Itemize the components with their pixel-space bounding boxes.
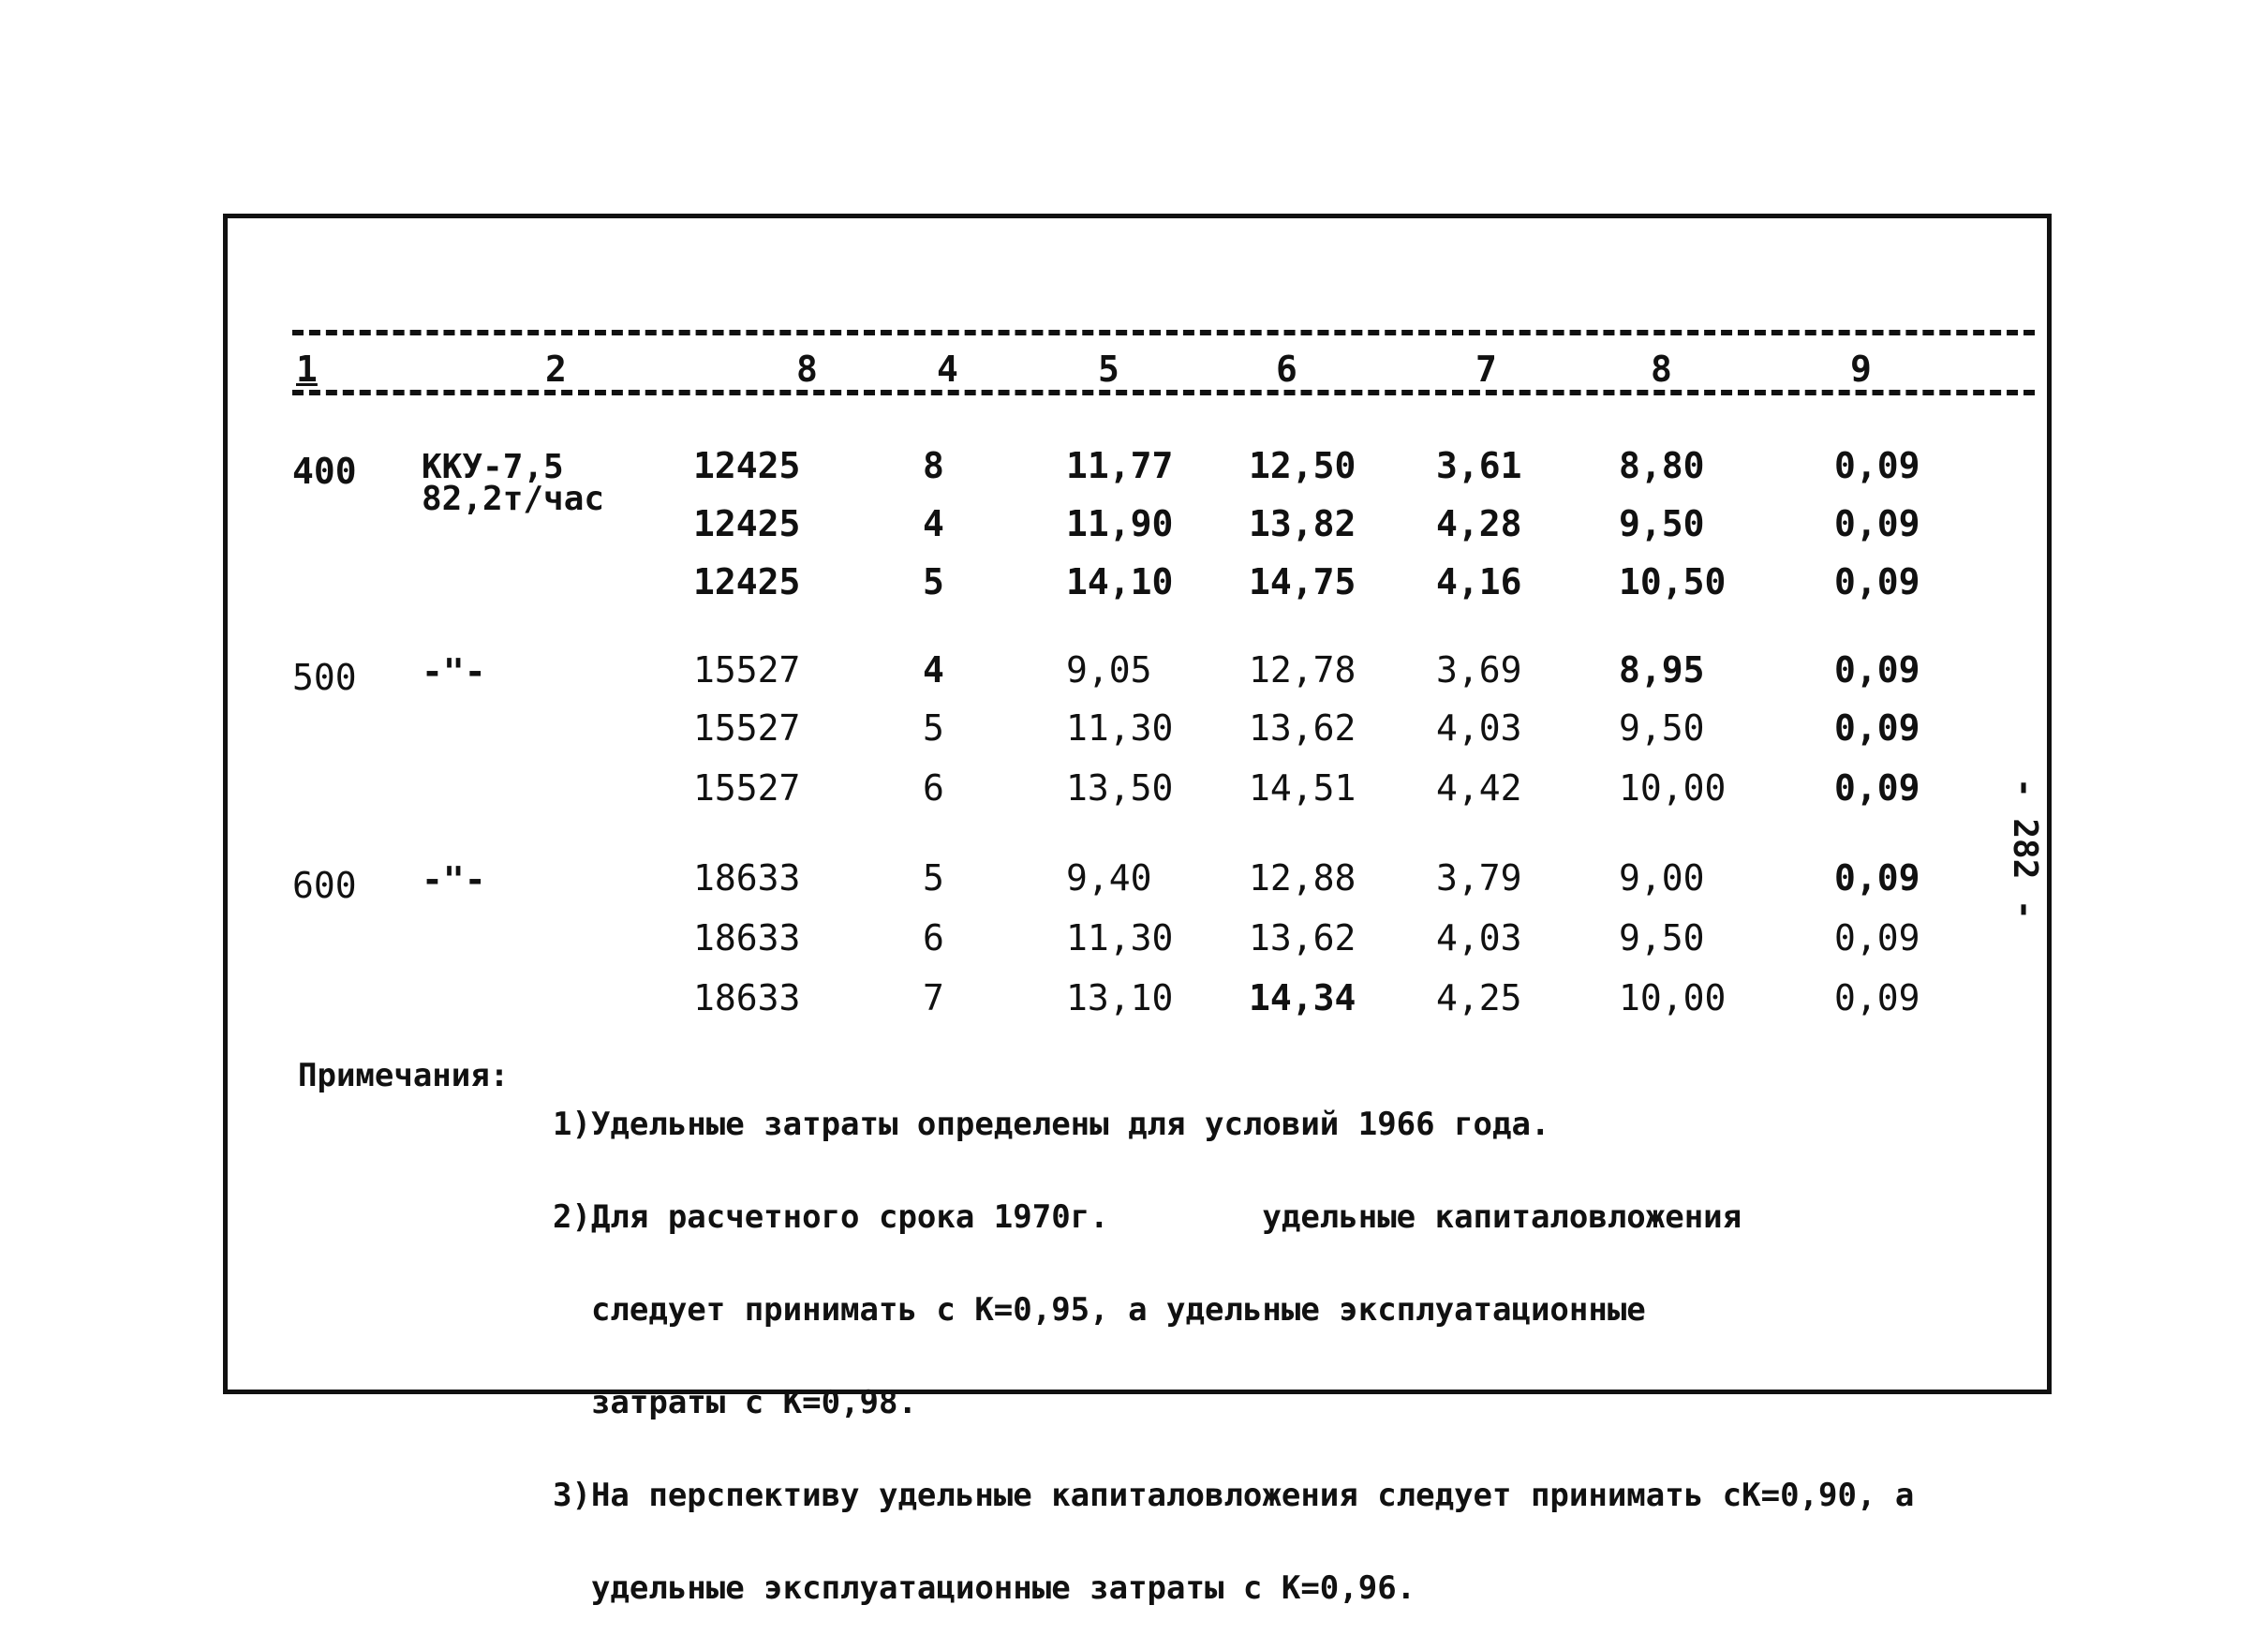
table-cell: 3,69 (1436, 649, 1522, 691)
table-cell: 9,50 (1619, 917, 1705, 959)
table-cell: 5 (923, 707, 944, 749)
table-cell: 18633 (693, 977, 801, 1018)
table-cell: 4 (923, 503, 944, 544)
table-cell: 7 (923, 977, 944, 1018)
group-3-col2: -"- (422, 859, 486, 900)
table-cell: 9,50 (1619, 503, 1705, 544)
header-col-1: 1 (296, 349, 318, 390)
table-cell: 9,40 (1066, 857, 1152, 899)
table-cell: 4,16 (1436, 561, 1522, 602)
table-cell: 13,10 (1066, 977, 1174, 1018)
header-top-rule (292, 330, 2035, 335)
table-cell: 14,75 (1249, 561, 1356, 602)
table-cell: 12,78 (1249, 649, 1356, 691)
table-cell: 4,03 (1436, 707, 1522, 749)
table-cell: 15527 (693, 649, 801, 691)
table-cell: 9,05 (1066, 649, 1152, 691)
header-col-5: 5 (1098, 349, 1119, 390)
table-cell: 0,09 (1834, 503, 1920, 544)
table-cell: 15527 (693, 767, 801, 809)
table-cell: 5 (923, 857, 944, 899)
equipment-line-2: 82,2т/час (422, 480, 605, 518)
table-cell: 13,82 (1249, 503, 1356, 544)
table-cell: 18633 (693, 857, 801, 899)
table-cell: 11,90 (1066, 503, 1174, 544)
table-cell: 4 (923, 649, 944, 691)
table-cell: 13,62 (1249, 917, 1356, 959)
table-cell: 6 (923, 917, 944, 959)
table-cell: 0,09 (1834, 445, 1920, 486)
table-cell: 11,30 (1066, 917, 1174, 959)
header-col-8: 8 (1651, 349, 1672, 390)
table-cell: 4,28 (1436, 503, 1522, 544)
table-cell: 12425 (693, 503, 801, 544)
group-2-col1: 500 (292, 657, 357, 698)
header-col-2: 2 (545, 349, 567, 390)
table-cell: 14,10 (1066, 561, 1174, 602)
note-line: затраты с К=0,98. (553, 1384, 917, 1421)
table-cell: 13,62 (1249, 707, 1356, 749)
table-cell: 0,09 (1834, 649, 1920, 691)
table-cell: 10,00 (1619, 977, 1727, 1018)
notes-block (553, 1048, 1914, 1635)
group-3-col1: 600 (292, 865, 357, 906)
note-line: следует принимать с К=0,95, а удельные эксплуатационные (553, 1291, 1646, 1329)
header-col-3: 8 (796, 349, 818, 390)
table-cell: 18633 (693, 917, 801, 959)
table-cell: 13,50 (1066, 767, 1174, 809)
equipment-line-1: ККУ-7,5 (422, 448, 564, 486)
table-cell: 12425 (693, 561, 801, 602)
table-cell: 8 (923, 445, 944, 486)
equipment-label (422, 448, 605, 518)
header-col-7: 7 (1475, 349, 1497, 390)
note-line: 3)На перспективу удельные капиталовложения следует принимать сК=0,90, а (553, 1477, 1915, 1514)
table-cell: 0,09 (1834, 917, 1920, 959)
notes-label: Примечания: (298, 1057, 510, 1094)
table-cell: 4,42 (1436, 767, 1522, 809)
table-cell: 6 (923, 767, 944, 809)
group-1-col1: 400 (292, 451, 357, 492)
table-cell: 4,03 (1436, 917, 1522, 959)
table-cell: 3,61 (1436, 445, 1522, 486)
table-cell: 15527 (693, 707, 801, 749)
note-line: 2)Для расчетного срока 1970г. удельные капиталовложения (553, 1198, 1742, 1236)
table-cell: 0,09 (1834, 767, 1920, 809)
note-line: удельные эксплуатационные затраты с К=0,96. (553, 1569, 1416, 1607)
header-bottom-rule (292, 390, 2035, 395)
table-cell: 9,00 (1619, 857, 1705, 899)
table-cell: 11,30 (1066, 707, 1174, 749)
table-cell: 0,09 (1834, 857, 1920, 899)
table-cell: 5 (923, 561, 944, 602)
page-number: - 282 - (2006, 778, 2044, 920)
table-cell: 3,79 (1436, 857, 1522, 899)
note-line: 1)Удельные затраты определены для условий 1966 года. (553, 1106, 1550, 1143)
table-cell: 0,09 (1834, 561, 1920, 602)
table-cell: 14,51 (1249, 767, 1356, 809)
group-2-col2: -"- (422, 651, 486, 692)
table-cell: 12,50 (1249, 445, 1356, 486)
table-cell: 8,80 (1619, 445, 1705, 486)
table-cell: 12,88 (1249, 857, 1356, 899)
table-cell: 10,50 (1619, 561, 1727, 602)
table-cell: 10,00 (1619, 767, 1727, 809)
table-cell: 14,34 (1249, 977, 1356, 1018)
table-cell: 11,77 (1066, 445, 1174, 486)
table-cell: 4,25 (1436, 977, 1522, 1018)
table-cell: 9,50 (1619, 707, 1705, 749)
table-cell: 0,09 (1834, 977, 1920, 1018)
header-col-6: 6 (1276, 349, 1297, 390)
table-cell: 0,09 (1834, 707, 1920, 749)
table-cell: 12425 (693, 445, 801, 486)
header-col-9: 9 (1850, 349, 1872, 390)
table-cell: 8,95 (1619, 649, 1705, 691)
header-col-4: 4 (937, 349, 958, 390)
